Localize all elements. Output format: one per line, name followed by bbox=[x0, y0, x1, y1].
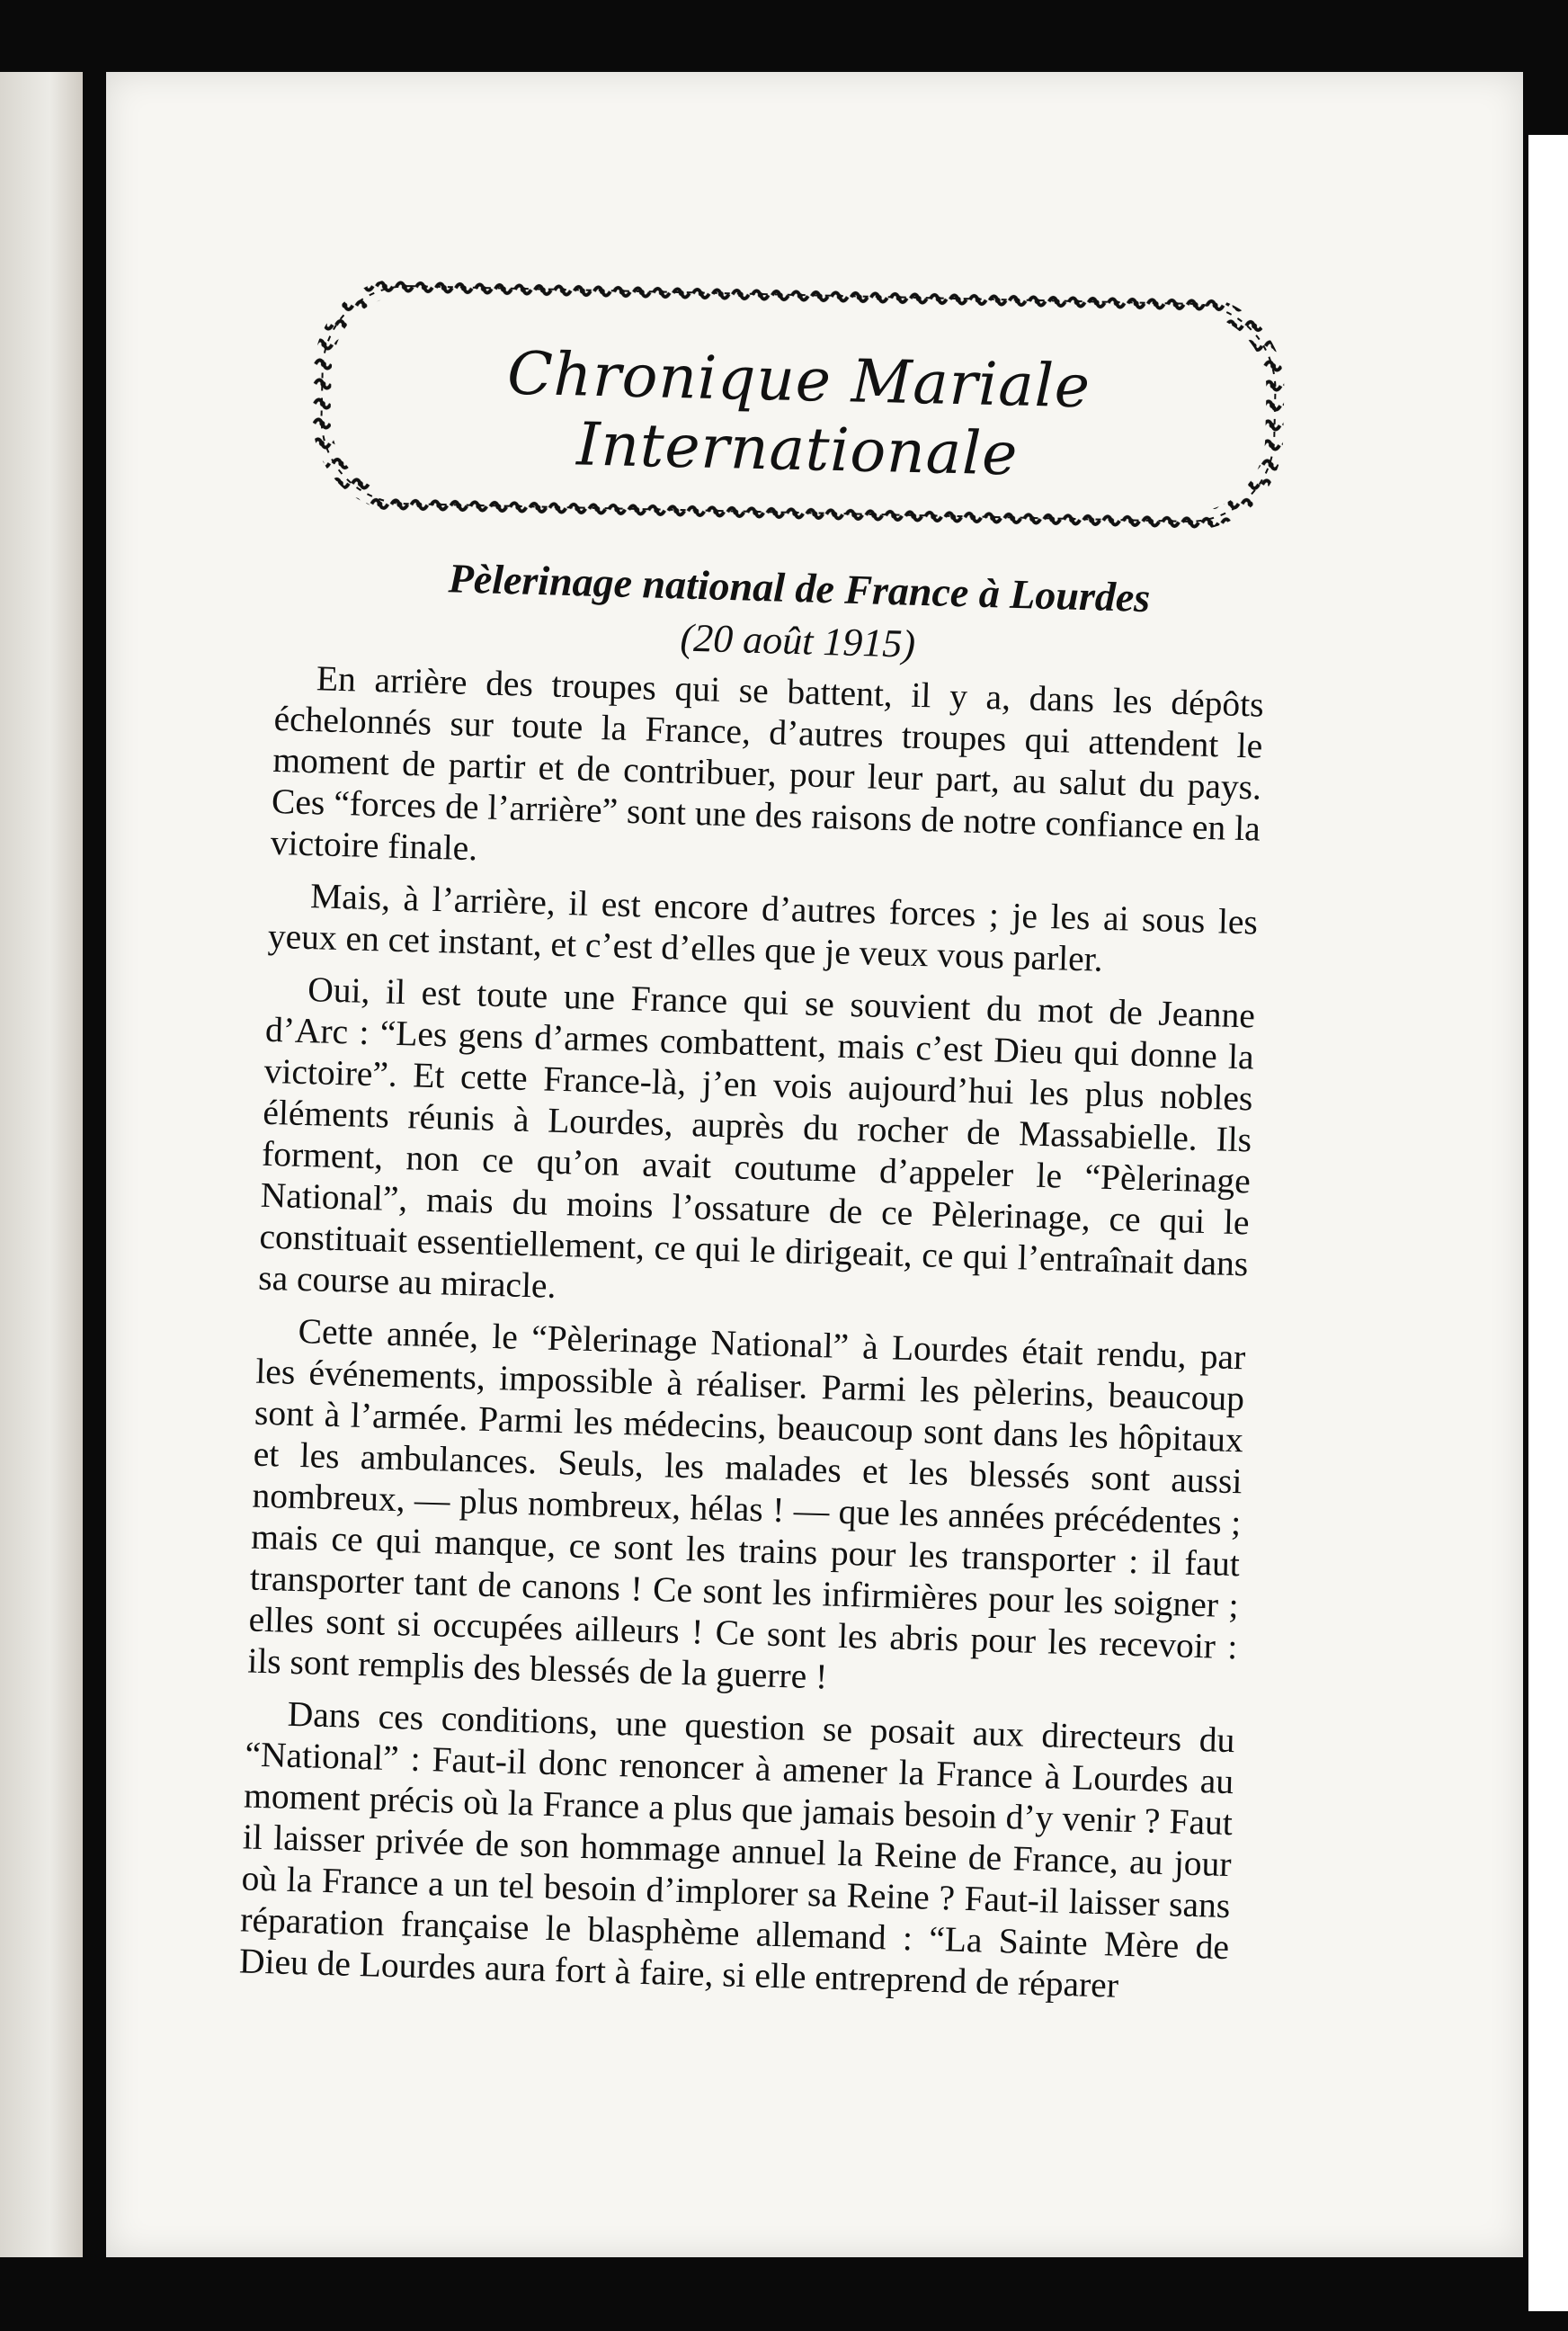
header-ornamental-frame bbox=[310, 275, 1287, 532]
article bbox=[238, 549, 1267, 2020]
left-page-edge bbox=[0, 72, 83, 2257]
paragraph-4: Cette année, le “Pèlerinage National” à Lourdes était rendu, par les événements, impossible à réaliser. Parmi les pèlerins, beaucoup sont à l’armée. Parmi les médecins, beaucoup sont dans les hôpitaux et les ambulances. Seuls, les malades et les blessés sont aussi nombreux, — plus nombreux, hélas ! — que les années précédentes ; mais ce qui manque, ce sont les trains pour les transporter : il faut transporter tant de canons ! Ce sont les infirmières pour les soigner ; elles sont si occupées ailleurs ! Ce sont les abris pour les recevoir : ils sont remplis des blessés de la guerre ! bbox=[246, 1310, 1246, 1697]
article-title: Pèlerinage national de France à Lourdes bbox=[448, 555, 1151, 621]
paragraph-1: En arrière des troupes qui se battent, il y a, dans les dépôts échelonnés sur toute la France, d’autres troupes qui attendent le moment de partir et de contribuer, pour leur part, au salut du pays. Ces “forces de l’arrière” sont une des raisons de notre confiance en la victoire finale. bbox=[270, 658, 1265, 869]
paragraph-5: Dans ces conditions, une question se posait aux directeurs du “National” : Faut-il donc renoncer à amener la France à Lourdes au moment précis où la France a plus que jamais besoin d’y venir ? Faut il laisser privée de son hommage annuel la Reine de France, au jour où la France a un tel besoin d’implorer sa Reine ? Faut-il laisser sans réparation française le blasphème allemand : “La Sainte Mère de Dieu de Lourdes aura fort à faire, si elle entreprend de réparer bbox=[238, 1693, 1236, 2005]
paragraph-2: Mais, à l’arrière, il est encore d’autres forces ; je les ai sous les yeux en cet instant, et c’est d’elles que je veux vous parler. bbox=[267, 876, 1259, 979]
article-date: (20 août 1915) bbox=[679, 615, 916, 666]
right-page-edge bbox=[1528, 135, 1568, 2311]
paragraph-3: Oui, il est toute une France qui se souvient du mot de Jeanne d’Arc : “Les gens d’armes combattent, mais c’est Dieu qui donne la victoire”. Et cette France-là, j’en vois aujourd’hui les plus nobles éléments réunis à Lourdes, auprès du rocher de Massabielle. Ils forment, non ce qu’on avait coutume d’appeler le “Pèlerinage National”, mais du moins l’ossature de ce Pèlerinage, ce qui le constituait essentiellement, ce qui le dirigeait, ce qui l’entraînait dans sa course au miracle. bbox=[257, 969, 1256, 1306]
section-title: Chronique Mariale Internationale bbox=[506, 338, 1091, 489]
